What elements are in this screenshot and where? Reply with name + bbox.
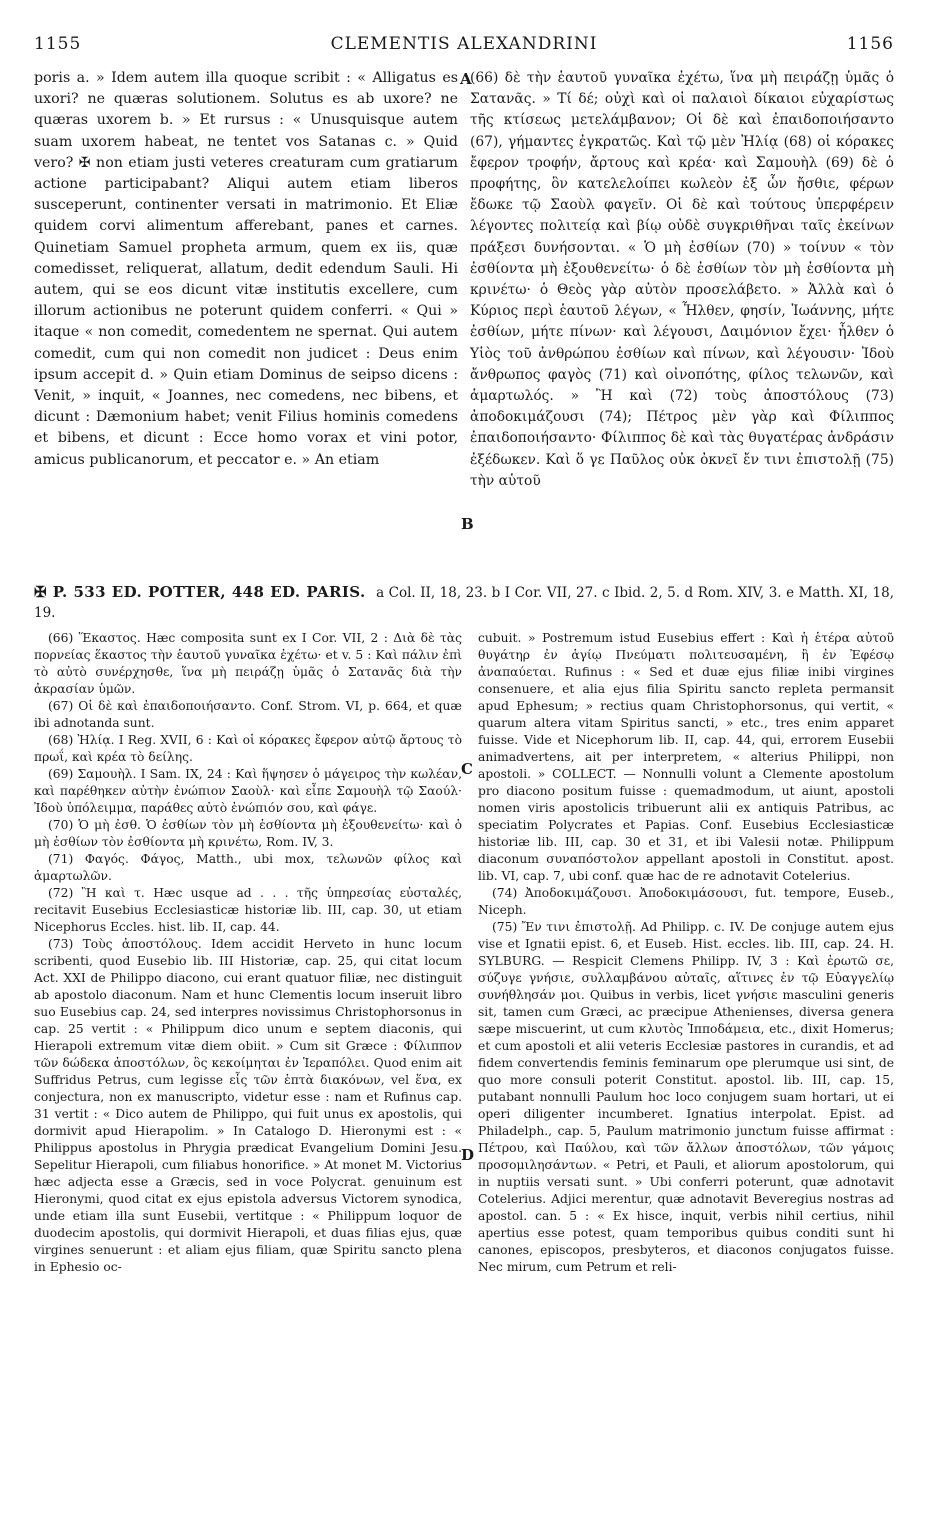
latin-column bbox=[34, 68, 458, 471]
note-69: (69) Σαμουὴλ. I Sam. IX, 24 : Καὶ ἥψησεν ὁ μάγειρος τὴν κωλέαν, καὶ παρέθηκεν αὐτὴν ἐνώπιον Σαοὺλ· καὶ εἶπε Σαμουὴλ τῷ Σαούλ· Ἰδοὺ ὑπόλειμμα, παράθες αὐτὸ ἐνώπιόν σου, καὶ φάγε. bbox=[34, 767, 462, 815]
section-marker-a: A bbox=[460, 70, 472, 88]
greek-column bbox=[470, 68, 894, 492]
edition-reference-line bbox=[34, 582, 894, 623]
note-68: (68) Ἠλίᾳ. I Reg. XVII, 6 : Καὶ οἱ κόρακες ἔφερον αὐτῷ ἄρτους τὸ πρωΐ, καὶ κρέα τὸ δείλης. bbox=[34, 733, 462, 764]
notes-right-column bbox=[478, 630, 894, 1276]
note-73: (73) Τοὺς ἀποστόλους. Idem accidit Herveto in hunc locum scribenti, quod Eusebio lib. III Historiæ, cap. 25, qui citat locum Act. XXI de Philippo diacono, cui erant quatuor filiæ, nec distinguit ab apostolo diaconum. Nam et hunc Clementis locum inseruit libro suo Eusebius cap. 24, sed interpres novissimus Christophorsonus in cap. 25 vertit : « Philippum dico unum e septem diaconis, qui Hierapoli extremum vitæ diem obiit. » Cum sit Græce : Φίλιππον τῶν δώδεκα ἀποστόλων, ὃς κεκοίμηται ἐν Ἱεραπόλει. Quod enim ait Suffridus Petrus, cum legisse εἷς τῶν ἑπτὰ διακόνων, vel ἕνα, ex conjectura, non ex manuscripto, videtur esse : nam et Rufinus cap. 31 vertit : « Dico autem de Philippo, qui fuit unus ex apostolis, qui dormivit apud Hierapolim. » In Catalogo D. Hieronymi est : « Philippus apostolus in Phrygia prædicat Evangelium Domini Jesu. Sepelitur Hierapoli, cum filiabus honorifice. » At monet M. Victorius hæc adjecta esse a Græcis, sed in voce Polycrat. genuinum est Hieronymi, quod citat ex ejus epistola adversus Victorem synodica, unde etiam illa sunt Eusebii, vertitque : « Philippum loquor de duodecim apostolis, qui dormivit Hierapoli, et duas filias ejus, quæ virgines senuerunt : et aliam ejus filiam, quæ Spiritu sancto plena in Ephesio oc- bbox=[34, 937, 462, 1274]
scripture-footnotes: a Col. II, 18, 23. b I Cor. VII, 27. c Ibid. 2, 5. d Rom. XIV, 3. e Matth. XI, 18, 19. bbox=[34, 585, 895, 621]
note-75: (75) Ἔν τινι ἐπιστολῇ. Ad Philipp. c. IV. De conjuge autem ejus vise et Ignatii epist. 6, et Euseb. Hist. eccles. lib. III, cap. 24. H. SYLBURG. — Respicit Clemens Philipp. IV, 3 : Καὶ ἐρωτῶ σε, σύζυγε γνήσιε, συλλαμβάνου αὐταῖς, αἵτινες ἐν τῷ Εὐαγγελίῳ συνήθλησάν μοι. Quibus in verbis, licet γνήσιε masculini generis sit, tamen cum Græci, ac præcipue Athenienses, diversa genera sæpe miscuerint, ut cum κλυτὸς Ἱπποδάμεια, etc., dixit Homerus; et cum apostoli et alii veteris Ecclesiæ pastores in curandis, et ad fidem convertendis feminis feminarum ope plerumque usi sint, de quo more consuli poterit Constitut. apostol. lib. III, cap. 15, putabant nonnulli Paulum hoc loco conjugem suam hortari, ut ei operi diligenter incumberet. Ignatius interpolat. Epist. ad Philadelph., cap. 5, Paulum matrimonio junctum fuisse affirmat : Πέτρου, καὶ Παύλου, καὶ τῶν ἄλλων ἀποστόλων, τῶν γάμοις προσομιλησάντων. « Petri, et Pauli, et aliorum apostolorum, qui in nuptiis versati sunt. » Ubi conferri poterunt, quæ adnotavit Cotelerius. Adjici merentur, quæ adnotavit Beveregius nostras ad apostol. can. 5 : « Ex hisce, inquit, verbis nihil certius, nihil apertius esse potest, quam temporibus quibus conditi sunt hi canones, episcopos, presbyteros, et diaconos conjugatos fuisse. Nec mirum, cum Petrum et reli- bbox=[478, 920, 894, 1274]
section-marker-b: B bbox=[461, 515, 474, 533]
greek-text: (66) δὲ τὴν ἑαυτοῦ γυναῖκα ἐχέτω, ἵνα μὴ πειράζῃ ὑμᾶς ὁ Σατανᾶς. » Τί δέ; οὐχὶ καὶ οἱ παλαιοὶ δίκαιοι εὐχαρίστως τῆς κτίσεως μετελάμβανον; Οἱ δὲ καὶ ἐπαιδοποιήσαντο (67), γήμαντες ἐγκρατῶς. Καὶ τῷ μὲν Ἠλίᾳ (68) οἱ κόρακες ἔφερον τροφήν, ἄρτους καὶ κρέα· καὶ Σαμουὴλ (69) δὲ ὁ προφήτης, ὃν κατελελοίπει κωλεὸν ἐξ ὧν ἤσθιε, φέρων ἔδωκε τῷ Σαοὺλ φαγεῖν. Οἱ δὲ καὶ τούτους ὑπερφέρειν λέγοντες πολιτείᾳ καὶ βίῳ οὐδὲ συγκριθῆναι ταῖς ἐκείνων πράξεσι δυνήσονται. « Ὁ μὴ ἐσθίων (70) » τοίνυν « τὸν ἐσθίοντα μὴ ἐξουθενείτω· ὁ δὲ ἐσθίων τὸν μὴ ἐσθίοντα μὴ κρινέτω· ὁ Θεὸς γὰρ αὐτὸν προσελάβετο. » Ἀλλὰ καὶ ὁ Κύριος περὶ ἑαυτοῦ λέγων, « Ἦλθεν, φησίν, Ἰωάννης, μήτε ἐσθίων, μήτε πίνων· καὶ λέγουσι, Δαιμόνιον ἔχει· ἦλθεν ὁ Υἱὸς τοῦ ἀνθρώπου ἐσθίων καὶ πίνων, καὶ λέγουσιν· Ἰδοὺ ἄνθρωπος φαγὸς (71) καὶ οἰνοπότης, φίλος τελωνῶν, καὶ ἁμαρτωλός. » Ἢ καὶ (72) τοὺς ἀποστόλους (73) ἀποδοκιμάζουσι (74); Πέτρος μὲν γὰρ καὶ Φίλιππος ἐπαιδοποιήσαντο· Φίλιππος δὲ καὶ τὰς θυγατέρας ἀνδράσιν ἐξέδωκεν. Καὶ ὅ γε Παῦλος οὐκ ὀκνεῖ ἔν τινι ἐπιστολῇ (75) τὴν αὑτοῦ bbox=[470, 70, 894, 489]
latin-text: poris a. » Idem autem illa quoque scribit : « Alligatus es uxori? ne quæras solutionem. Solutus es ab uxore? ne quæras uxorem b. » Et rursus : « Unusquisque autem suam uxorem habeat, ne tentet vos Satanas c. » Quid vero? ✠ non etiam justi veteres creaturam cum gratiarum actione participabant? Aliqui autem etiam liberos susceperunt, continenter versati in matrimonio. Et Eliæ quidem corvi alimentum afferebant, panes et carnes. Quinetiam Samuel propheta armum, quem ex iis, quæ comedisset, reliquerat, allatum, dedit edendum Sauli. Hi autem, qui se eos dicunt vitæ institutis excellere, cum illorum actionibus ne poterunt quidem conferri. « Qui » itaque « non comedit, comedentem ne spernat. Qui autem comedit, cum qui non comedit non judicet : Deus enim ipsum accepit d. » Quin etiam Dominus de seipso dicens : Venit, » inquit, « Joannes, nec comedens, nec bibens, et dicunt : Dæmonium habet; venit Filius hominis comedens et bibens, et dicunt : Ecce homo vorax et vini potor, amicus publicanorum, et peccator e. » An etiam bbox=[34, 70, 458, 468]
note-73-continued: cubuit. » Postremum istud Eusebius effert : Καὶ ἡ ἑτέρα αὐτοῦ θυγάτηρ ἐν ἁγίῳ Πνεύματι πολιτευσαμένη, ἣ ἐν Ἐφέσῳ ἀναπαύεται. Rufinus : « Sed et duæ ejus filiæ inibi virgines consenuere, et alia ejus filia Spiritu sancto repleta permansit apud Ephesum; » rectius quam Christophorsonus, qui vertit, « quarum altera vitam Spiritus sancti, » etc., tres enim apparet fuisse. Vide et Nicephorum lib. II, cap. 44, qui, errorem Eusebii animadvertens, ait per interpretem, « alterius Philippi, non apostoli. » COLLECT. — Nonnulli volunt a Clemente apostolum pro diacono positum fuisse : quemadmodum, ut aiunt, apostoli nomen viris apostolicis tribuerunt alii ex antiquis Patribus, ac speciatim Polycrates et Papias. Conf. Eusebius Ecclesiasticæ historiæ lib. III, cap. 30 et 31, et ibi Valesii notæ. Philippum diaconum συναπόστολον appellant apostoli in Constitut. apost. lib. VI, cap. 7, ubi conf. quæ hac de re adnotavit Cotelerius. bbox=[478, 631, 894, 883]
section-marker-d: D bbox=[461, 1146, 475, 1164]
page-number-left: 1155 bbox=[34, 34, 82, 54]
note-71: (71) Φαγός. Φάγος, Matth., ubi mox, τελωνῶν φίλος καὶ ἁμαρτωλῶν. bbox=[34, 852, 462, 883]
note-70: (70) Ὁ μὴ ἐσθ. Ὁ ἐσθίων τὸν μὴ ἐσθίοντα μὴ ἐξουθενείτω· καὶ ὁ μὴ ἐσθίων τὸν ἐσθίοντα μὴ κρινέτω, Rom. IV, 3. bbox=[34, 818, 462, 849]
note-66: (66) Ἕκαστος. Hæc composita sunt ex I Cor. VII, 2 : Διὰ δὲ τὰς πορνείας ἕκαστος τὴν ἑαυτοῦ γυναῖκα ἐχέτω· et v. 5 : Καὶ πάλιν ἐπὶ τὸ αὐτὸ συνέρχησθε, ἵνα μὴ πειράζῃ ὑμᾶς ὁ Σατανᾶς διὰ τὴν ἀκρασίαν ὑμῶν. bbox=[34, 631, 462, 696]
running-title: CLEMENTIS ALEXANDRINI bbox=[330, 34, 598, 54]
notes-left-column bbox=[34, 630, 462, 1276]
edition-reference: ✠ P. 533 ED. POTTER, 448 ED. PARIS. bbox=[34, 583, 366, 601]
note-72: (72) Ἢ καὶ τ. Hæc usque ad . . . τῆς ὑπηρεσίας εὐσταλές, recitavit Eusebius Ecclesiasticæ historiæ lib. III, cap. 30, ut etiam Nicephorus Eccles. hist. lib. II, cap. 44. bbox=[34, 886, 462, 934]
note-74: (74) Ἀποδοκιμάζουσι. Ἀποδοκιμάσουσι, fut. tempore, Euseb., Niceph. bbox=[478, 886, 894, 917]
note-67: (67) Οἱ δὲ καὶ ἐπαιδοποιήσαντο. Conf. Strom. VI, p. 664, et quæ ibi adnotanda sunt. bbox=[34, 699, 462, 730]
section-marker-c: C bbox=[461, 760, 473, 778]
page-header bbox=[34, 34, 894, 58]
page-number-right: 1156 bbox=[846, 34, 894, 54]
